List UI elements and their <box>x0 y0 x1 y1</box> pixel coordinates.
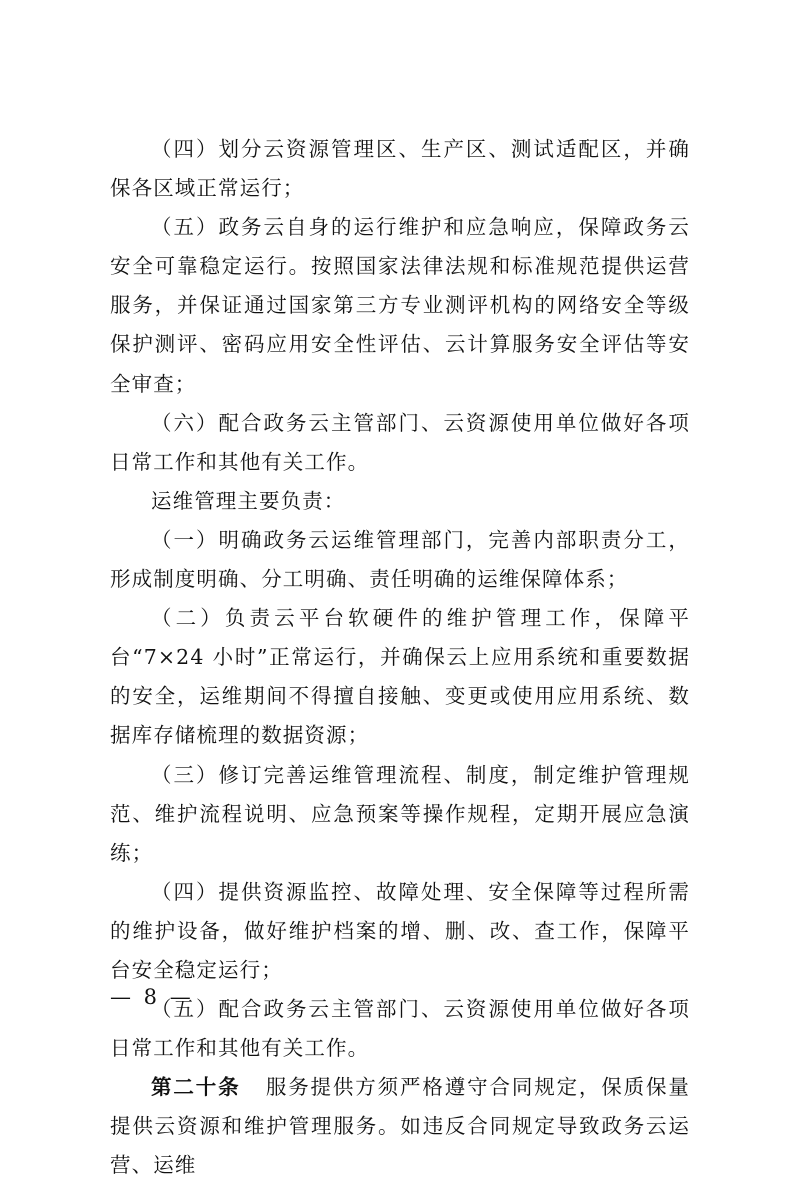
body-text <box>110 130 690 1186</box>
paragraph-cooperate-1: （六）配合政务云主管部门、云资源使用单位做好各项日常工作和其他有关工作。 <box>110 410 690 474</box>
page-number: — 8 — <box>110 985 194 1009</box>
paragraph-ops-monitoring: （四）提供资源监控、故障处理、安全保障等过程所需的维护设备，做好维护档案的增、删、改、查工作，保障平台安全稳定运行； <box>110 879 690 982</box>
paragraph-ops-intro: 运维管理主要负责： <box>151 488 346 513</box>
article-body: 服务提供方须严格遵守合同规定，保质保量提供云资源和维护管理服务。如违反合同规定导致政务云运营、运维 <box>110 1075 690 1178</box>
article-heading: 第二十条 <box>151 1075 241 1100</box>
paragraph-self-operation: （五）政务云自身的运行维护和应急响应，保障政务云安全可靠稳定运行。按照国家法律法规和标准规范提供运营服务，并保证通过国家第三方专业测评机构的网络安全等级保护测评、密码应用安全性评估、云计算服务安全评估等安全审查； <box>110 215 690 396</box>
paragraph-cooperate-2: （五）配合政务云主管部门、云资源使用单位做好各项日常工作和其他有关工作。 <box>110 997 690 1061</box>
paragraph-ops-process: （三）修订完善运维管理流程、制度，制定维护管理规范、维护流程说明、应急预案等操作规程，定期开展应急演练； <box>110 762 690 865</box>
paragraph-ops-dept: （一）明确政务云运维管理部门，完善内部职责分工，形成制度明确、分工明确、责任明确的运维保障体系； <box>110 527 690 592</box>
paragraph-zone-division: （四）划分云资源管理区、生产区、测试适配区，并确保各区域正常运行； <box>110 137 690 201</box>
article-twenty <box>110 1068 690 1185</box>
paragraph-ops-maintenance: （二）负责云平台软硬件的维护管理工作，保障平台“7×24 小时”正常运行，并确保云上应用系统和重要数据的安全，运维期间不得擅自接触、变更或使用应用系统、数据库存储梳理的数据资源； <box>110 606 690 748</box>
